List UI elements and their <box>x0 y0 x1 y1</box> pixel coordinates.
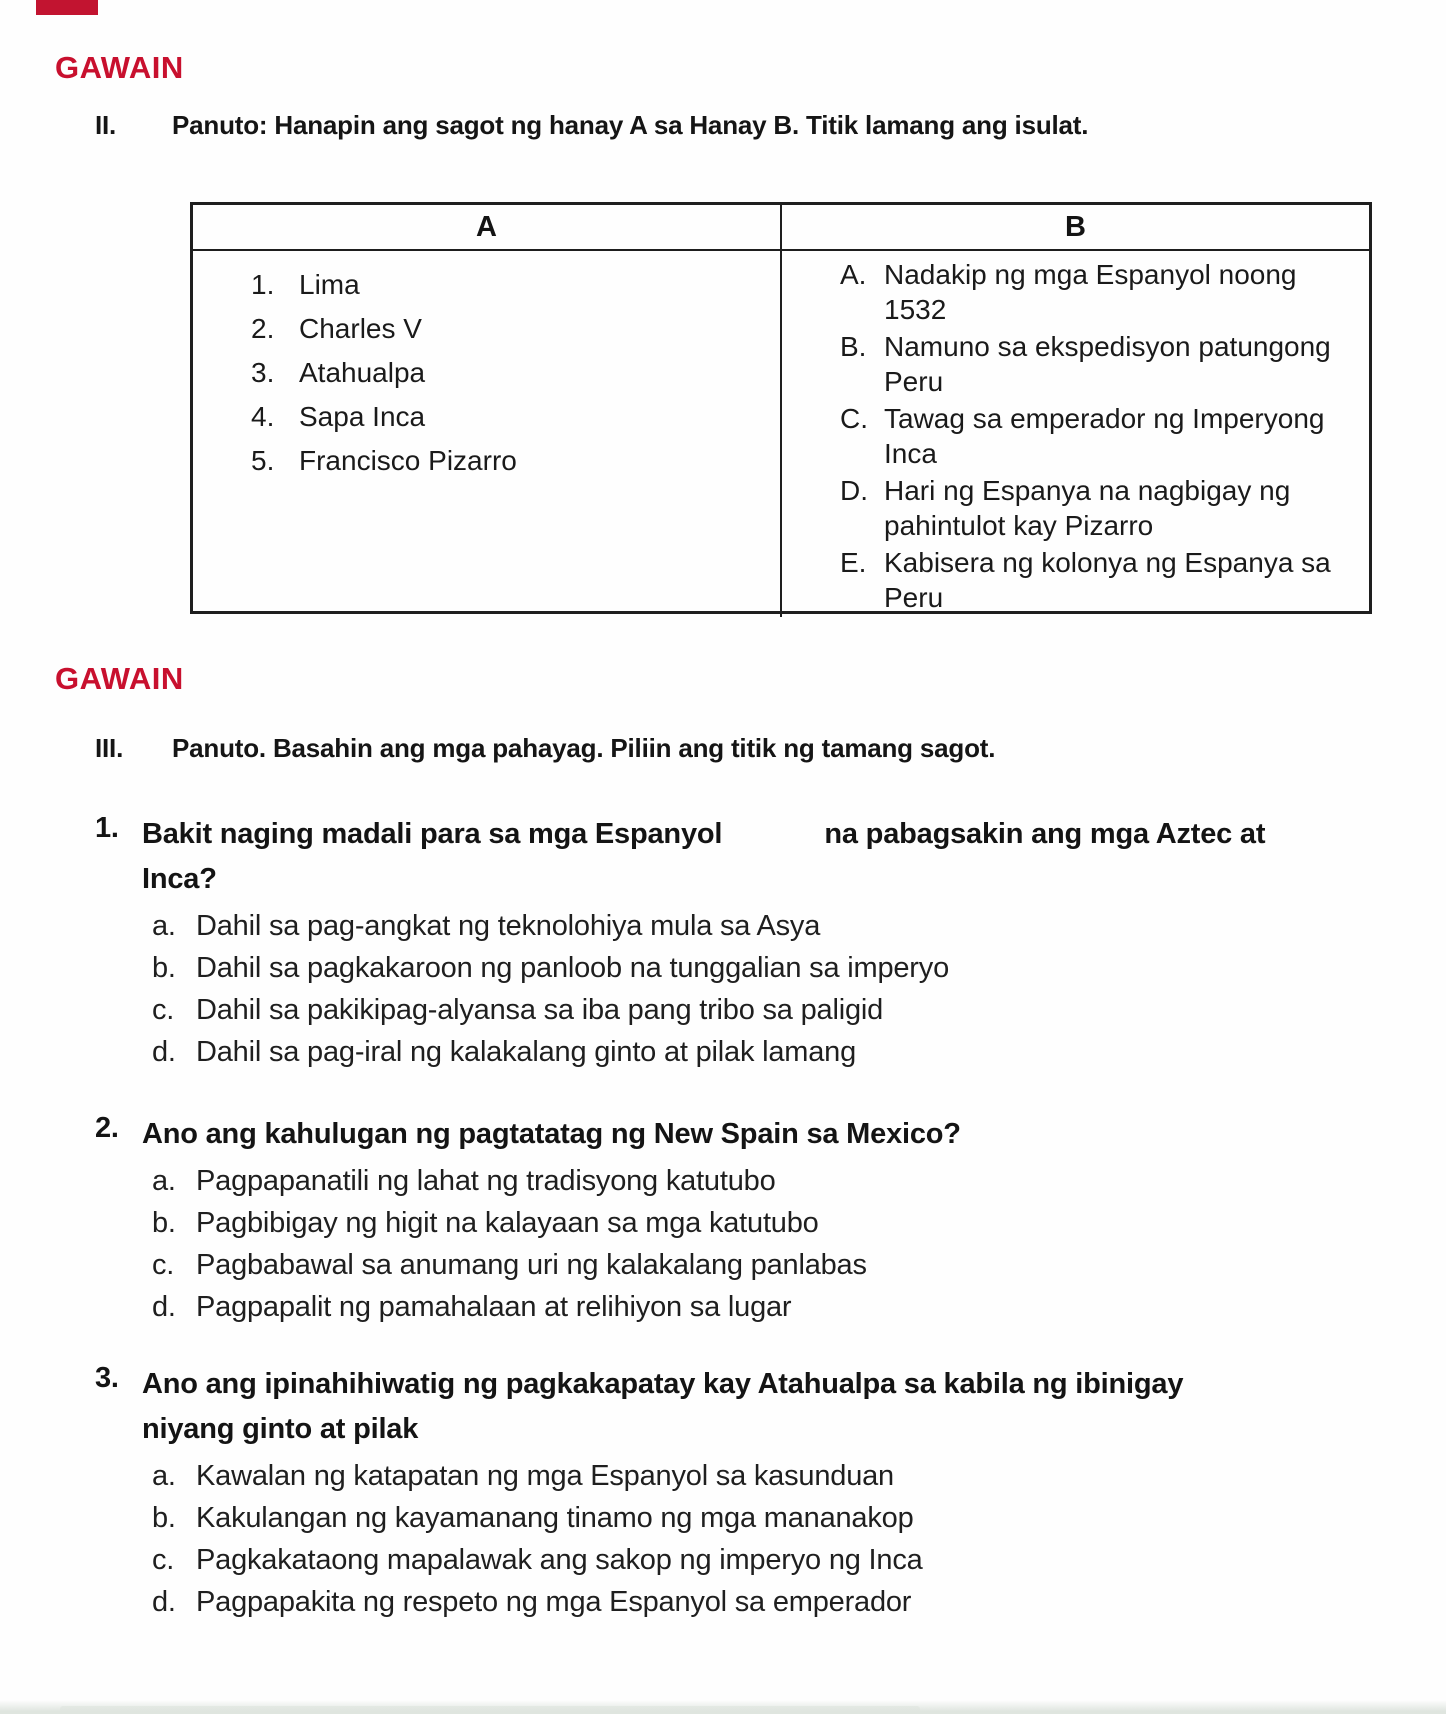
question-line1: Ano ang ipinahihiwatig ng pagkakapatay kay Atahualpa sa kabila ng ibinigay <box>142 1368 1184 1400</box>
section-numeral-3: III. <box>95 733 124 763</box>
option-letter: a. <box>152 1165 176 1197</box>
option-text: Dahil sa pag-iral ng kalakalang ginto at pilak lamang <box>196 1036 857 1068</box>
item-line2: Peru <box>884 582 944 613</box>
item-line2: 1532 <box>884 294 947 325</box>
option-letter: c. <box>152 994 175 1026</box>
instruction-line-3 <box>95 733 995 764</box>
option-a <box>152 1160 1415 1202</box>
item-number: 2. <box>251 313 275 344</box>
option-letter: c. <box>152 1544 175 1576</box>
item-text: Lima <box>299 269 360 300</box>
item-line1: Namuno sa ekspedisyon patungong <box>884 331 1331 362</box>
section-heading-gawain-3: GAWAIN <box>55 661 184 696</box>
item-text: Francisco Pizarro <box>299 445 517 476</box>
item-line1: Hari ng Espanya na nagbigay ng <box>884 475 1291 506</box>
item-text <box>884 401 1324 471</box>
question-text <box>142 1362 1183 1452</box>
item-line1: Kabisera ng kolonya ng Espanya sa <box>884 547 1331 578</box>
table-row <box>840 329 1369 399</box>
question-2-options <box>95 1160 1415 1328</box>
question-line1: Ano ang kahulugan ng pagtatatag ng New Spain sa Mexico? <box>142 1118 961 1150</box>
option-text: Dahil sa pakikipag-alyansa sa iba pang tribo sa paligid <box>196 994 884 1026</box>
question-3 <box>95 1362 1415 1623</box>
instruction-text-2: Panuto: Hanapin ang sagot ng hanay A sa Hanay B. Titik lamang ang isulat. <box>172 110 1089 140</box>
item-line2: pahintulot kay Pizarro <box>884 510 1154 541</box>
item-text: Charles V <box>299 313 422 344</box>
option-a <box>152 905 1415 947</box>
option-b <box>152 1202 1415 1244</box>
question-line2: niyang ginto at pilak <box>142 1413 419 1445</box>
question-number: 1. <box>95 812 119 844</box>
item-line1: Tawag sa emperador ng Imperyong <box>884 403 1325 434</box>
question-number: 3. <box>95 1362 119 1394</box>
option-text: Pagpapanatili ng lahat ng tradisyong katutubo <box>196 1165 776 1197</box>
item-number: 4. <box>251 401 275 432</box>
question-text <box>142 1112 961 1157</box>
question-1 <box>95 812 1415 1073</box>
option-b <box>152 1497 1415 1539</box>
table-row <box>251 395 780 439</box>
item-letter: A. <box>840 259 867 290</box>
table-row <box>840 545 1369 615</box>
option-text: Pagpapalit ng pamahalaan at relihiyon sa lugar <box>196 1291 792 1323</box>
scan-bottom-edge <box>0 1700 1446 1714</box>
item-letter: D. <box>840 475 868 506</box>
item-text <box>884 545 1331 615</box>
scan-red-mark <box>36 0 98 15</box>
question-number: 2. <box>95 1112 119 1144</box>
instruction-line-2 <box>95 110 1088 141</box>
table-row <box>251 263 780 307</box>
item-number: 3. <box>251 357 275 388</box>
table-column-b <box>780 251 1369 617</box>
option-text: Dahil sa pag-angkat ng teknolohiya mula sa Asya <box>196 910 821 942</box>
option-c <box>152 1244 1415 1286</box>
item-line1: Nadakip ng mga Espanyol noong <box>884 259 1297 290</box>
option-text: Pagbabawal sa anumang uri ng kalakalang panlabas <box>196 1249 867 1281</box>
item-text: Atahualpa <box>299 357 426 388</box>
question-line2: Inca? <box>142 863 217 895</box>
option-letter: d. <box>152 1036 176 1068</box>
option-text: Pagkakataong mapalawak ang sakop ng imperyo ng Inca <box>196 1544 923 1576</box>
question-2 <box>95 1112 1415 1328</box>
item-line2: Peru <box>884 366 944 397</box>
question-1-head <box>95 812 1415 902</box>
question-1-options <box>95 905 1415 1073</box>
option-c <box>152 1539 1415 1581</box>
matching-table <box>190 202 1372 614</box>
item-text: Sapa Inca <box>299 401 426 432</box>
table-row <box>251 351 780 395</box>
option-d <box>152 1031 1415 1073</box>
item-letter: C. <box>840 403 868 434</box>
option-text: Pagbibigay ng higit na kalayaan sa mga katutubo <box>196 1207 819 1239</box>
option-a <box>152 1455 1415 1497</box>
option-c <box>152 989 1415 1031</box>
item-line2: Inca <box>884 438 937 469</box>
section-numeral-2: II. <box>95 110 117 140</box>
option-letter: b. <box>152 1207 176 1239</box>
question-text <box>142 812 1265 902</box>
table-header-b: B <box>780 205 1369 251</box>
option-text: Kawalan ng katapatan ng mga Espanyol sa kasunduan <box>196 1460 894 1492</box>
section-heading-gawain-2: GAWAIN <box>55 50 184 85</box>
question-3-head <box>95 1362 1415 1452</box>
item-text <box>884 329 1331 399</box>
option-b <box>152 947 1415 989</box>
question-3-options <box>95 1455 1415 1623</box>
option-letter: c. <box>152 1249 175 1281</box>
table-row <box>251 307 780 351</box>
question-line1: Bakit naging madali para sa mga Espanyol na pabagsakin ang mga Aztec at <box>142 818 1266 850</box>
option-letter: b. <box>152 952 176 984</box>
item-number: 5. <box>251 445 275 476</box>
item-text <box>884 257 1297 327</box>
option-letter: d. <box>152 1586 176 1618</box>
option-text: Kakulangan ng kayamanang tinamo ng mga mananakop <box>196 1502 914 1534</box>
table-header-a: A <box>193 205 780 251</box>
question-2-head <box>95 1112 1415 1157</box>
table-row <box>840 257 1369 327</box>
option-letter: a. <box>152 1460 176 1492</box>
table-column-a <box>193 251 780 617</box>
option-letter: b. <box>152 1502 176 1534</box>
option-letter: a. <box>152 910 176 942</box>
item-letter: B. <box>840 331 867 362</box>
option-d <box>152 1286 1415 1328</box>
item-letter: E. <box>840 547 867 578</box>
option-letter: d. <box>152 1291 176 1323</box>
item-number: 1. <box>251 269 275 300</box>
option-text: Pagpapakita ng respeto ng mga Espanyol sa emperador <box>196 1586 912 1618</box>
item-text <box>884 473 1290 543</box>
instruction-text-3: Panuto. Basahin ang mga pahayag. Piliin ang titik ng tamang sagot. <box>172 733 996 763</box>
table-row <box>840 401 1369 471</box>
option-text: Dahil sa pagkakaroon ng panloob na tunggalian sa imperyo <box>196 952 949 984</box>
table-row <box>251 439 780 483</box>
table-row <box>840 473 1369 543</box>
option-d <box>152 1581 1415 1623</box>
